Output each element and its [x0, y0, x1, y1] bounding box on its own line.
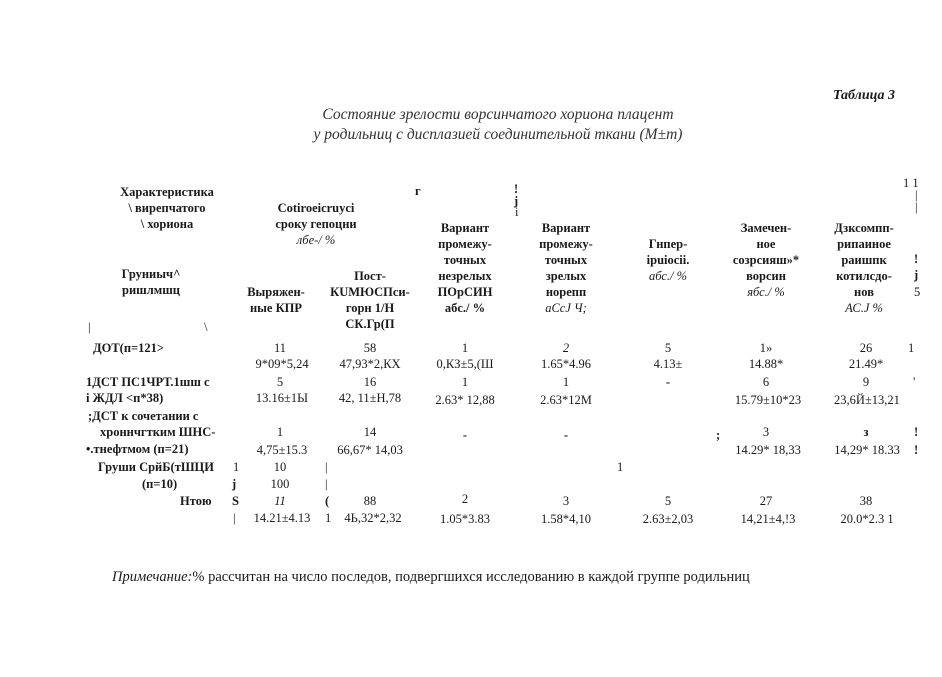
header-variant-mature [523, 220, 609, 316]
scan-mark: ! [914, 425, 919, 439]
scan-mark: ; [716, 428, 721, 442]
cell-r5-c2-pct: 4Ь,32*2,32 [344, 511, 402, 525]
cell-r3-c3-abs: - [462, 428, 468, 442]
row-label-dot: ДОТ(п=121> [93, 341, 165, 355]
cell-r1-c3-abs: 1 [461, 341, 469, 355]
cell-r2-c7-pct: 23,6Й±13,21 [834, 393, 900, 407]
header-conformity-sub-2 [326, 268, 414, 332]
cell-r1-c7-abs: 26 [859, 341, 873, 355]
row-label-dst1-l2: i ЖДЛ <п*38) [86, 391, 164, 405]
row-label-comparison: Груши СрйБ(тШЦИ [98, 460, 215, 474]
cell-r5-c5-pct: 2.63±2,03 [642, 512, 694, 526]
header-delayed-maturation [718, 220, 814, 300]
cell-r1-c1-abs: 11 [273, 341, 287, 355]
header-conformity-sub-1 [236, 284, 316, 316]
cell-r1-c1-pct: 9*09*5,24 [255, 357, 309, 371]
cell-r1-c3-pct: 0,КЗ±5,(Ш [436, 357, 494, 371]
scan-mark: 1 [908, 341, 915, 355]
header-conformity-sub-2-l2: КUMЮСПси- [330, 285, 410, 299]
scan-mark: ! [914, 252, 919, 266]
header-conformity-l3: лбе-/ % [296, 233, 336, 247]
header-variant-immature-l3: точных [443, 253, 487, 267]
header-conformity-l2: сроку гепоцни [275, 217, 357, 231]
cell-r5-c2-abs: 88 [363, 494, 377, 508]
cell-r5-c7-abs: 38 [859, 494, 873, 508]
cell-r5-c5-abs: 5 [664, 494, 672, 508]
header-hypermaturity [628, 236, 708, 284]
cell-r5-c1-abs: 11 [274, 494, 286, 508]
header-variant-immature-l4: незрелых [438, 269, 492, 283]
cell-r1-c4-pct: 1.65*4.96 [541, 357, 591, 371]
scan-mark: ( [325, 494, 330, 508]
header-delayed-l5: ябс./ % [747, 285, 785, 299]
scan-mark: 1 [325, 511, 332, 525]
scan-mark: ' [913, 375, 916, 389]
cell-r5-c7-pct: 20.0*2.3 1 [840, 512, 894, 526]
table-title-line-1: Состояние зрелости ворсинчатого хориона плацент [322, 106, 674, 123]
row-label-dst1: 1ДСТ ПС1ЧРТ.1шш с [86, 375, 210, 389]
header-variant-immature [422, 220, 508, 316]
cell-r2-c2-pct: 42, 11±Н,78 [338, 391, 402, 405]
scan-mark: j [232, 477, 237, 491]
cell-r3-c1-pct: 4,75±15.3 [256, 443, 308, 457]
cell-r5-c4-pct: 1.58*4,10 [541, 512, 591, 526]
header-dissoc-l1: Дзксомпп- [834, 221, 894, 235]
cell-r1-c2-pct: 47,93*2,КХ [339, 357, 401, 371]
table-title-line-2: у родильниц с дисплазией соединительной ткани (M±m) [313, 126, 683, 143]
row-label-dst2: ;ДСТ к сочетании с [88, 409, 199, 423]
scan-mark: i [515, 205, 519, 219]
scan-mark: | [88, 320, 91, 334]
table-caption: Таблица 3 [833, 88, 895, 103]
cell-r2-c1-abs: 5 [276, 375, 284, 389]
cell-r2-c6-abs: 6 [762, 375, 770, 389]
note-text: % рассчитан на число последов, подвергшихся исследованию в каждой группе родильниц [192, 569, 750, 585]
cell-r4-c1-abs: 10 [273, 460, 287, 474]
cell-r4-c1-pct: 100 [270, 477, 290, 491]
cell-r5-c4-abs: 3 [562, 494, 570, 508]
header-characteristic-l2: \ вирепчатого [128, 201, 206, 215]
header-variant-mature-l4: зрелых [545, 269, 587, 283]
header-hypermaturity-l3: абс./ % [648, 269, 688, 283]
cell-r3-c4-abs: - [563, 428, 569, 442]
scan-mark: | [233, 511, 236, 525]
cell-r3-c1-abs: 1 [276, 425, 284, 439]
scan-mark: | [325, 477, 328, 491]
row-label-comparison-l2: (п=10) [142, 477, 178, 491]
cell-r5-c3-pct: 1.05*3.83 [440, 512, 490, 526]
header-group-l2: ришлмшц [122, 283, 180, 297]
scan-mark: | [325, 460, 328, 474]
header-variant-mature-l2: промежу- [539, 237, 593, 251]
cell-r5-c6-pct: 14,21±4,!3 [740, 512, 796, 526]
cell-r5-c1-pct: 14.21±4.13 [253, 511, 311, 525]
header-delayed-l3: созрсияш»* [732, 253, 800, 267]
scan-mark: 1 [233, 460, 240, 474]
cell-r1-c5-pct: 4.13± [653, 357, 683, 371]
header-conformity-sub-1-l1: Выряжен- [247, 285, 305, 299]
scan-mark: j [514, 194, 519, 208]
cell-r3-c7-abs: з [863, 425, 869, 439]
header-conformity-sub-2-l4: СК.Гр(П [345, 317, 395, 331]
header-variant-immature-l5: ПОрСИН [437, 285, 493, 299]
header-conformity [256, 200, 376, 248]
cell-r3-c2-abs: 14 [363, 425, 377, 439]
row-label-dst2-l2: хроннчгтким ШНС- [100, 425, 216, 439]
header-characteristic-l1: Характеристика [120, 185, 214, 199]
cell-r1-c7-pct: 21.49* [848, 357, 884, 371]
scan-mark: S [232, 494, 239, 508]
header-conformity-sub-1-l2: ные КПР [249, 301, 303, 315]
header-variant-mature-l1: Вариант [541, 221, 591, 235]
header-dissoc-l2: рипаиное [837, 237, 891, 251]
cell-r1-c2-abs: 58 [363, 341, 377, 355]
cell-r3-c6-abs: 3 [762, 425, 770, 439]
header-dissoc-l4: котилсдо- [836, 269, 892, 283]
cell-r2-c5-abs: - [665, 375, 671, 389]
header-variant-immature-l1: Вариант [440, 221, 490, 235]
header-delayed-l1: Замечен- [740, 221, 792, 235]
cell-r1-c5-abs: 5 [664, 341, 672, 355]
cell-r3-c2-pct: 66,67* 14,03 [337, 443, 403, 457]
header-dissoc-l5: нов [854, 285, 874, 299]
header-characteristic [96, 184, 238, 232]
header-delayed-l4: ворсин [746, 269, 786, 283]
cell-r2-c4-pct: 2.63*12M [540, 393, 592, 407]
cell-r1-c6-abs: 1» [759, 341, 773, 355]
header-dissoc-l3: раишпк [841, 253, 887, 267]
header-variant-mature-l5: норепп [545, 285, 587, 299]
scan-mark: | [915, 188, 918, 202]
cell-r5-c6-abs: 27 [759, 494, 773, 508]
cell-r2-c3-pct: 2.63* 12,88 [435, 393, 495, 407]
scan-mark: 5 [914, 285, 921, 299]
cell-r3-c6-pct: 14.29* 18,33 [735, 443, 801, 457]
header-conformity-l1: Cotiroeicruyci [277, 201, 355, 215]
cell-r5-c3-abs: 2 [461, 492, 469, 506]
header-variant-mature-unit: aCcJ Ч; [545, 301, 587, 315]
header-conformity-sub-2-l3: горн 1/Н [345, 301, 395, 315]
header-group-l1: Груниыч^ [121, 267, 181, 281]
header-dissoc-unit: АС.J % [845, 301, 883, 315]
header-hypermaturity-l1: Гнпер- [648, 237, 688, 251]
header-variant-mature-l3: точных [544, 253, 588, 267]
scan-mark: ! [914, 443, 919, 457]
cell-r1-c6-pct: 14.88* [748, 357, 784, 371]
row-label-dst2-l3: •.тнефтмом (п=21) [86, 442, 189, 456]
cell-r1-c4-abs: 2 [562, 341, 570, 355]
table-note [112, 569, 750, 586]
cell-r2-c1-pct: 13.16±1Ы [255, 391, 309, 405]
cell-r2-c4-abs: 1 [562, 375, 570, 389]
header-delayed-l2: ное [756, 237, 776, 251]
header-dissociated [816, 220, 912, 316]
header-hypermaturity-l2: ipuiocii. [646, 253, 690, 267]
cell-r2-c6-pct: 15.79±10*23 [734, 393, 802, 407]
cell-r2-c3-abs: 1 [461, 375, 469, 389]
header-variant-immature-l6: абс./ % [444, 301, 486, 315]
cell-r2-c2-abs: 16 [363, 375, 377, 389]
header-variant-immature-l2: промежу- [438, 237, 492, 251]
header-conformity-sub-2-l1: Пост- [354, 269, 386, 283]
header-group [96, 266, 206, 298]
header-characteristic-l3: \ хориона [140, 217, 194, 231]
cell-r2-c7-abs: 9 [862, 375, 870, 389]
scan-mark: 1 1 [903, 176, 919, 190]
scan-mark: | [915, 200, 918, 214]
scan-mark: \ [204, 320, 208, 334]
scan-mark: j [914, 268, 919, 282]
note-prefix: Примечание: [112, 569, 193, 585]
cell-r3-c7-pct: 14,29* 18.33 [834, 443, 900, 457]
row-label-total: Нтою [180, 494, 212, 508]
scan-mark: г [415, 184, 421, 198]
scan-mark: 1 [617, 460, 624, 474]
scan-mark: ! [514, 182, 519, 196]
